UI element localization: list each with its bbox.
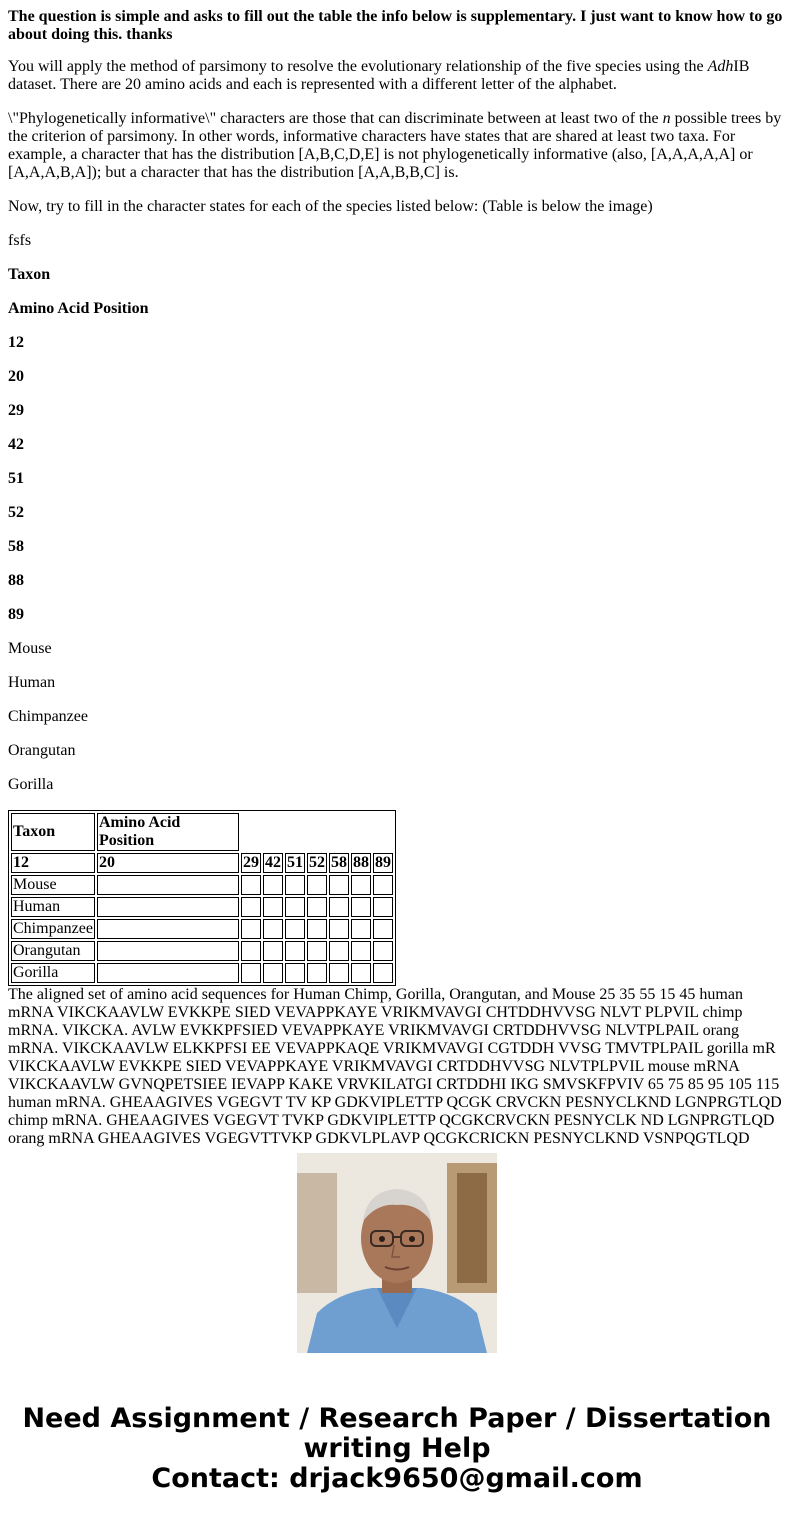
flat-position: 58 [8,538,24,555]
table-state-cell[interactable] [329,963,349,983]
flat-position: 89 [8,606,24,623]
table-position-cell: 20 [97,853,239,873]
flat-position: 20 [8,368,24,385]
person-portrait-icon [297,1153,497,1353]
table-state-cell[interactable] [329,941,349,961]
table-row [11,897,393,917]
informative-paragraph: \"Phylogenetically informative\" characters are those that can discriminate between at least two of the n possible trees by the criterion of parsimony. In other words, informative characters have states that are shared at least two taxa. For example, a character that has the distribution [A,B,C,D,E] is not phylogenetically informative (also, [A,A,A,A,A] or [A,A,A,B,A]); but a character that has the distribution [A,A,B,B,C] is. [8,110,782,181]
flat-position: 29 [8,402,24,419]
table-state-cell[interactable] [351,963,371,983]
table-state-cell[interactable] [241,919,261,939]
flat-species: Mouse [8,640,52,657]
flat-position: 52 [8,504,24,521]
table-state-cell[interactable] [307,963,327,983]
table-row [11,919,393,939]
flat-position: 42 [8,436,24,453]
table-state-cell[interactable] [97,963,239,983]
table-state-cell[interactable] [241,941,261,961]
table-state-cell[interactable] [241,963,261,983]
table-state-cell[interactable] [351,941,371,961]
table-state-cell[interactable] [285,941,305,961]
contact-footer [0,1404,794,1494]
table-state-cell[interactable] [351,897,371,917]
table-state-cell[interactable] [307,875,327,895]
instruction-paragraph: Now, try to fill in the character states for each of the species listed below: (Table is below the image) [8,198,653,215]
table-position-cell: 29 [242,854,259,871]
table-state-cell[interactable] [285,897,305,917]
table-state-cell[interactable] [373,919,393,939]
intro-paragraph: You will apply the method of parsimony to resolve the evolutionary relationship of the five species using the AdhIB dataset. There are 20 amino acids and each is represented with a different letter of the alphabet. [8,58,750,93]
table-header-row [11,813,393,851]
table-row [11,875,393,895]
table-state-cell[interactable] [263,941,283,961]
table-state-cell[interactable] [351,919,371,939]
avatar [297,1153,497,1353]
sequence-alignment-text: The aligned set of amino acid sequences for Human Chimp, Gorilla, Orangutan, and Mouse 25 35 55 15 45 human mRNA VIKCKAAVLW EVKKPE SIED VEVAPPKAYE VRIKMVAVGI CHTDDHVVSG NLVT PLPVIL chimp mRNA. VIKCKA. AVLW EVKKPFSIED VEVAPPKAYE VRIKMVAVGI CRTDDHVVSG NLVTPLPAIL orang mRNA. VIKCKAAVLW ELKKPFSI EE VEVAPPKAQE VRIKMVAVGI CGTDDH VVSG TMVTPLPAIL gorilla mR VIKCKAAVLW EVKKPE SIED VEVAPPKAYE VRIKMVAVGI CRTDDHVVSG NLVTPLPVIL mouse mRNA VIKCKAAVLW GVNQPETSIEE IEVAPP KAKE VRVKILATGI CRTDDHI IKG SMVSKFPVIV 65 75 85 95 105 115 human mRNA. GHEAAGIVES VGEGVT TV KP GDKVIPLETTP QCGK CRVCKN PESNYCLKND LGNPRGTLQD chimp mRNA. GHEAAGIVES VGEGVT TVKP GDKVIPLETTP QCGKCRVCKN PESNYCLK ND LGNPRGTLQD orang mRNA GHEAAGIVES VGEGVTTVKP GDKVLPLAVP QCGKCRICKN PESNYCLKND VSNPQGTLQD [8,986,782,1147]
table-position-cell: 51 [286,854,303,871]
footer-line: Need Assignment / Research Paper / Dissertation [22,1403,772,1434]
table-state-cell[interactable] [329,897,349,917]
table-position-cell: 89 [374,854,391,871]
table-state-cell[interactable] [241,897,261,917]
table-state-cell[interactable] [351,875,371,895]
table-position-header: Amino Acid Position [97,813,239,851]
table-taxon-cell: Chimpanzee [13,920,93,937]
table-state-cell[interactable] [97,875,239,895]
table-state-cell[interactable] [329,919,349,939]
table-state-cell[interactable] [285,919,305,939]
footer-line: writing Help [303,1433,491,1464]
table-position-cell: 58 [330,854,347,871]
question-content [8,8,786,1150]
flat-species: Chimpanzee [8,708,88,725]
flat-species: Human [8,674,56,691]
table-positions-row [11,853,393,873]
table-taxon-header: Taxon [11,813,95,851]
table-state-cell[interactable] [97,897,239,917]
table-taxon-cell: Orangutan [11,941,95,961]
table-state-cell[interactable] [263,875,283,895]
table-position-cell: 42 [264,854,281,871]
table-state-cell[interactable] [285,875,305,895]
table-taxon-cell: Human [11,897,95,917]
table-state-cell[interactable] [307,897,327,917]
table-taxon-cell: Mouse [11,875,95,895]
table-state-cell[interactable] [307,919,327,939]
table-state-cell[interactable] [263,919,283,939]
flat-taxon-header: Taxon [8,266,51,283]
table-state-cell[interactable] [241,875,261,895]
flat-position-header: Amino Acid Position [8,300,149,317]
flat-list [8,266,786,794]
table-row [11,941,393,961]
flat-position: 12 [8,334,24,351]
flat-position: 51 [8,470,24,487]
table-state-cell[interactable] [285,963,305,983]
table-state-cell[interactable] [97,919,239,939]
table-state-cell[interactable] [263,963,283,983]
table-position-cell: 12 [11,853,95,873]
table-state-cell[interactable] [373,963,393,983]
flat-position: 88 [8,572,24,589]
flat-species: Gorilla [8,776,54,793]
table-row [11,963,393,983]
table-state-cell[interactable] [329,875,349,895]
footer-contact-email[interactable]: Contact: drjack9650@gmail.com [151,1463,643,1494]
flat-species: Orangutan [8,742,76,759]
table-state-cell[interactable] [97,941,239,961]
table-state-cell[interactable] [307,941,327,961]
table-position-cell: 52 [308,854,325,871]
table-state-cell[interactable] [373,941,393,961]
character-state-table [8,810,396,986]
question-title: The question is simple and asks to fill out the table the info below is supplementary. I just want to know how to go about doing this. thanks [8,8,783,43]
table-state-cell[interactable] [373,897,393,917]
table-taxon-cell: Gorilla [11,963,95,983]
table-state-cell[interactable] [263,897,283,917]
table-state-cell[interactable] [373,875,393,895]
stray-text: fsfs [8,232,32,249]
table-position-cell: 88 [352,854,369,871]
